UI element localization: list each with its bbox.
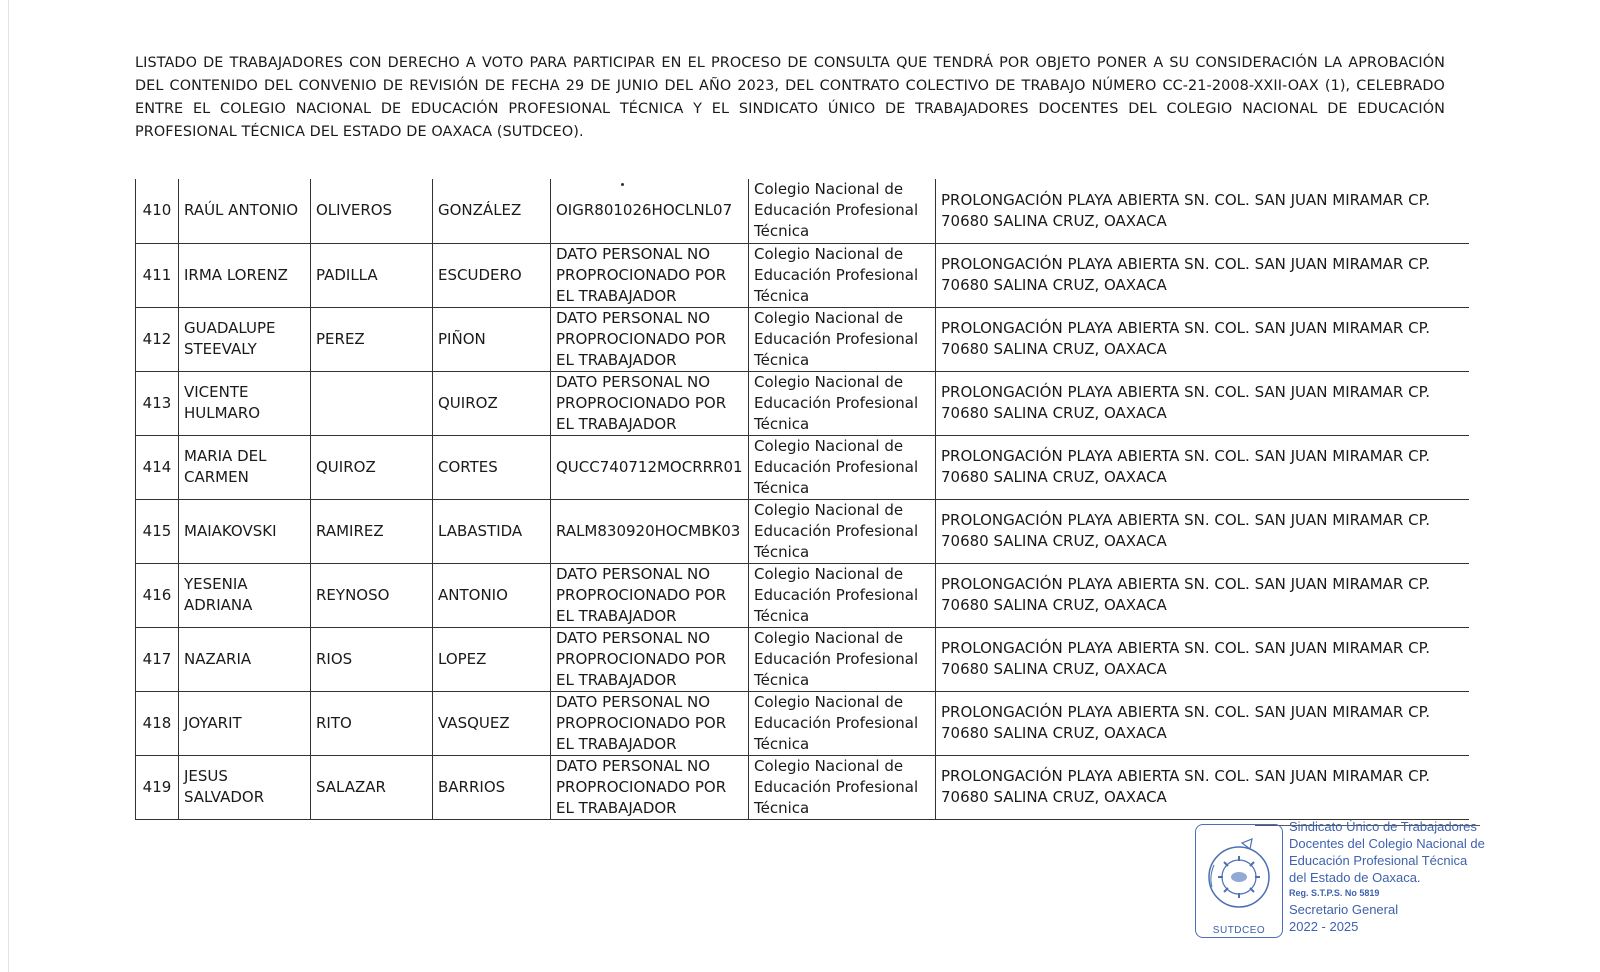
worker-address: PROLONGACIÓN PLAYA ABIERTA SN. COL. SAN JUAN MIRAMAR CP. 70680 SALINA CRUZ, OAXACA — [936, 371, 1469, 435]
worker-address: PROLONGACIÓN PLAYA ABIERTA SN. COL. SAN JUAN MIRAMAR CP. 70680 SALINA CRUZ, OAXACA — [936, 179, 1469, 243]
worker-institution: Colegio Nacional de Educación Profesional Técnica — [749, 307, 936, 371]
worker-second-surname: VASQUEZ — [433, 691, 551, 755]
worker-second-surname: CORTES — [433, 435, 551, 499]
worker-second-surname: LABASTIDA — [433, 499, 551, 563]
worker-first-surname: SALAZAR — [311, 755, 433, 819]
stamp-line-1: Sindicato Único de Trabajadores — [1289, 819, 1477, 834]
worker-name: IRMA LORENZ — [179, 243, 311, 307]
worker-curp: DATO PERSONAL NO PROPROCIONADO POR EL TRABAJADOR — [551, 755, 749, 819]
worker-address: PROLONGACIÓN PLAYA ABIERTA SN. COL. SAN JUAN MIRAMAR CP. 70680 SALINA CRUZ, OAXACA — [936, 755, 1469, 819]
worker-second-surname: BARRIOS — [433, 755, 551, 819]
table-row — [136, 627, 1469, 691]
row-number: 416 — [136, 563, 179, 627]
row-number: 414 — [136, 435, 179, 499]
worker-address: PROLONGACIÓN PLAYA ABIERTA SN. COL. SAN JUAN MIRAMAR CP. 70680 SALINA CRUZ, OAXACA — [936, 243, 1469, 307]
worker-second-surname: ESCUDERO — [433, 243, 551, 307]
row-number: 419 — [136, 755, 179, 819]
row-number: 413 — [136, 371, 179, 435]
stamp-role: Secretario General — [1289, 902, 1399, 917]
table-row — [136, 435, 1469, 499]
table-row — [136, 179, 1469, 243]
worker-address: PROLONGACIÓN PLAYA ABIERTA SN. COL. SAN JUAN MIRAMAR CP. 70680 SALINA CRUZ, OAXACA — [936, 435, 1469, 499]
row-number: 410 — [136, 179, 179, 243]
worker-institution: Colegio Nacional de Educación Profesional Técnica — [749, 435, 936, 499]
stamp-period: 2022 - 2025 — [1289, 919, 1359, 934]
worker-curp: RALM830920HOCMBK03 — [551, 499, 749, 563]
table-row — [136, 243, 1469, 307]
worker-institution: Colegio Nacional de Educación Profesional Técnica — [749, 179, 936, 243]
worker-address: PROLONGACIÓN PLAYA ABIERTA SN. COL. SAN JUAN MIRAMAR CP. 70680 SALINA CRUZ, OAXACA — [936, 627, 1469, 691]
worker-curp: DATO PERSONAL NO PROPROCIONADO POR EL TRABAJADOR — [551, 307, 749, 371]
workers-table — [135, 179, 1469, 820]
worker-second-surname: GONZÁLEZ — [433, 179, 551, 243]
worker-second-surname: ANTONIO — [433, 563, 551, 627]
worker-first-surname: RAMIREZ — [311, 499, 433, 563]
worker-curp: DATO PERSONAL NO PROPROCIONADO POR EL TRABAJADOR — [551, 371, 749, 435]
table-row — [136, 755, 1469, 819]
worker-institution: Colegio Nacional de Educación Profesional Técnica — [749, 755, 936, 819]
document-header: LISTADO DE TRABAJADORES CON DERECHO A VOTO PARA PARTICIPAR EN EL PROCESO DE CONSULTA QUE TENDRÁ POR OBJETO PONER A SU CONSIDERACIÓN LA APROBACIÓN DEL CONTENIDO DEL CONVENIO DE REVISIÓN DE FECHA 29 DE JUNIO DEL AÑO 2023, DEL CONTRATO COLECTIVO DE TRABAJO NÚMERO CC-21-2008-XXII-OAX (1), CELEBRADO ENTRE EL COLEGIO NACIONAL DE EDUCACIÓN PROFESIONAL TÉCNICA Y EL SINDICATO ÚNICO DE TRABAJADORES DOCENTES DEL COLEGIO NACIONAL DE EDUCACIÓN PROFESIONAL TÉCNICA DEL ESTADO DE OAXACA (SUTDCEO). — [135, 55, 1445, 140]
worker-second-surname: LOPEZ — [433, 627, 551, 691]
worker-name: JOYARIT — [179, 691, 311, 755]
worker-first-surname: REYNOSO — [311, 563, 433, 627]
table-row — [136, 307, 1469, 371]
worker-curp: DATO PERSONAL NO PROPROCIONADO POR EL TRABAJADOR — [551, 243, 749, 307]
worker-institution: Colegio Nacional de Educación Profesional Técnica — [749, 371, 936, 435]
worker-curp: DATO PERSONAL NO PROPROCIONADO POR EL TRABAJADOR — [551, 627, 749, 691]
worker-name: JESUS SALVADOR — [179, 755, 311, 819]
worker-name: NAZARIA — [179, 627, 311, 691]
worker-first-surname: OLIVEROS — [311, 179, 433, 243]
worker-address: PROLONGACIÓN PLAYA ABIERTA SN. COL. SAN JUAN MIRAMAR CP. 70680 SALINA CRUZ, OAXACA — [936, 307, 1469, 371]
row-number: 415 — [136, 499, 179, 563]
worker-address: PROLONGACIÓN PLAYA ABIERTA SN. COL. SAN JUAN MIRAMAR CP. 70680 SALINA CRUZ, OAXACA — [936, 499, 1469, 563]
union-seal-icon — [1204, 837, 1274, 923]
stamp-registration: Reg. S.T.P.S. No 5819 — [1289, 888, 1380, 898]
worker-second-surname: QUIROZ — [433, 371, 551, 435]
worker-name: MAIAKOVSKI — [179, 499, 311, 563]
worker-institution: Colegio Nacional de Educación Profesional Técnica — [749, 563, 936, 627]
worker-first-surname: PEREZ — [311, 307, 433, 371]
page-edge — [8, 0, 9, 972]
worker-name: GUADALUPE STEEVALY — [179, 307, 311, 371]
row-number: 412 — [136, 307, 179, 371]
worker-first-surname: RIOS — [311, 627, 433, 691]
worker-name: RAÚL ANTONIO — [179, 179, 311, 243]
row-number: 411 — [136, 243, 179, 307]
worker-curp: DATO PERSONAL NO PROPROCIONADO POR EL TRABAJADOR — [551, 563, 749, 627]
table-body — [136, 179, 1469, 819]
worker-name: VICENTE HULMARO — [179, 371, 311, 435]
worker-second-surname: PIÑON — [433, 307, 551, 371]
worker-curp: DATO PERSONAL NO PROPROCIONADO POR EL TRABAJADOR — [551, 691, 749, 755]
worker-address: PROLONGACIÓN PLAYA ABIERTA SN. COL. SAN JUAN MIRAMAR CP. 70680 SALINA CRUZ, OAXACA — [936, 563, 1469, 627]
table-row — [136, 691, 1469, 755]
stamp-seal-label: SUTDCEO — [1212, 925, 1266, 936]
stamp-line-2: Docentes del Colegio Nacional de — [1289, 836, 1485, 851]
worker-first-surname: PADILLA — [311, 243, 433, 307]
stamp-line-4: del Estado de Oaxaca. — [1289, 870, 1421, 885]
worker-name: YESENIA ADRIANA — [179, 563, 311, 627]
row-number: 417 — [136, 627, 179, 691]
union-stamp — [1195, 818, 1495, 940]
worker-curp: OIGR801026HOCLNL07 — [551, 179, 749, 243]
stamp-seal-frame — [1195, 824, 1283, 938]
row-number: 418 — [136, 691, 179, 755]
worker-name: MARIA DEL CARMEN — [179, 435, 311, 499]
table-row — [136, 563, 1469, 627]
worker-first-surname — [311, 371, 433, 435]
worker-first-surname: QUIROZ — [311, 435, 433, 499]
table-row — [136, 499, 1469, 563]
worker-institution: Colegio Nacional de Educación Profesional Técnica — [749, 499, 936, 563]
worker-first-surname: RITO — [311, 691, 433, 755]
worker-institution: Colegio Nacional de Educación Profesional Técnica — [749, 627, 936, 691]
worker-address: PROLONGACIÓN PLAYA ABIERTA SN. COL. SAN JUAN MIRAMAR CP. 70680 SALINA CRUZ, OAXACA — [936, 691, 1469, 755]
stamp-line-3: Educación Profesional Técnica — [1289, 853, 1468, 868]
table-row — [136, 371, 1469, 435]
worker-institution: Colegio Nacional de Educación Profesional Técnica — [749, 691, 936, 755]
worker-curp: QUCC740712MOCRRR01 — [551, 435, 749, 499]
stamp-text — [1289, 818, 1499, 935]
worker-institution: Colegio Nacional de Educación Profesional Técnica — [749, 243, 936, 307]
